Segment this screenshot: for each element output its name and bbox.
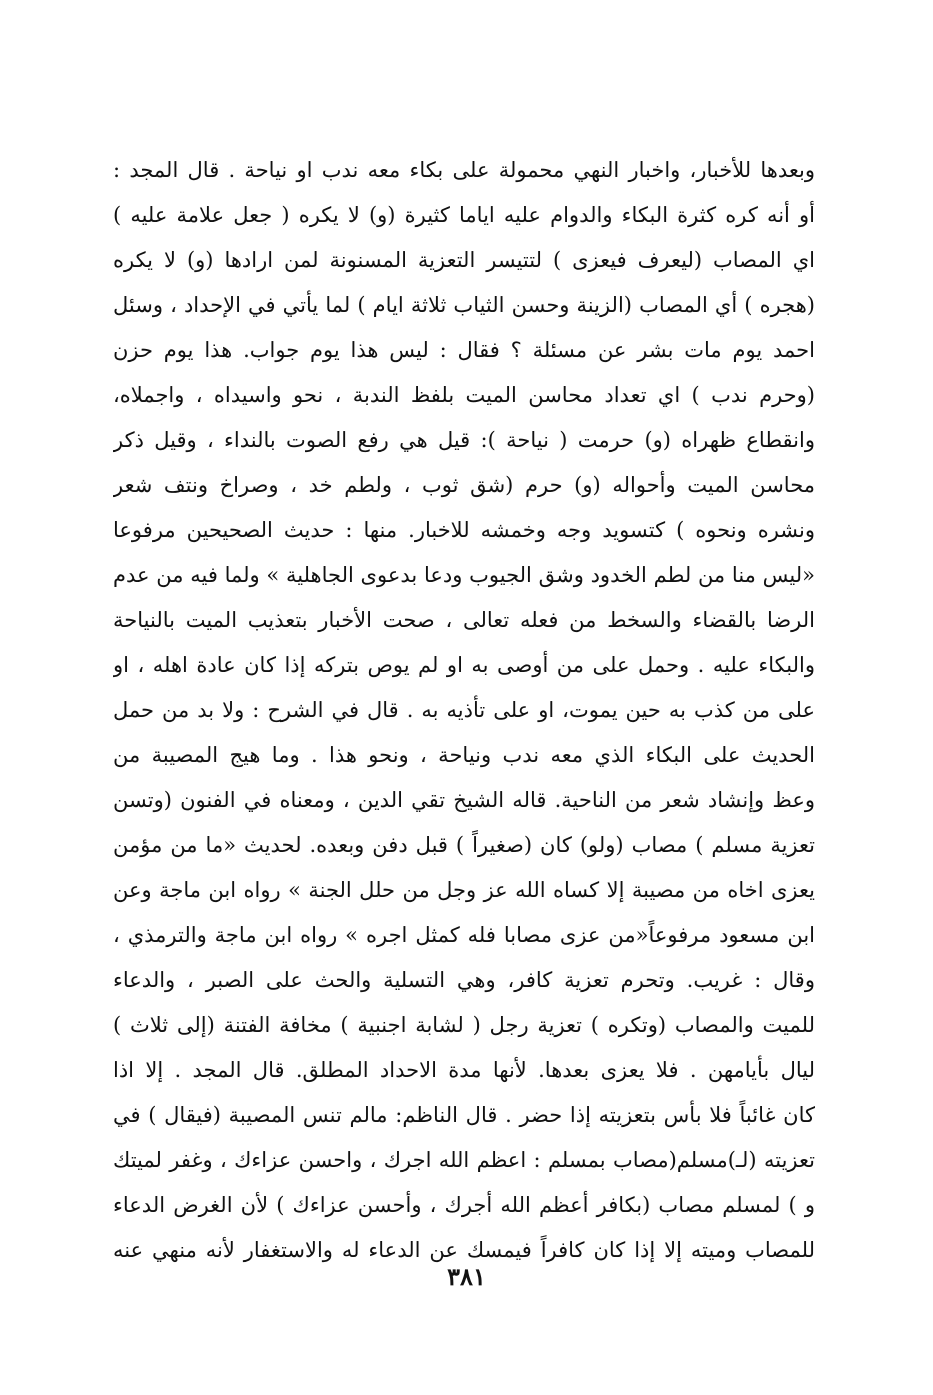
text-line: احمد يوم مات بشر عن مسئلة ؟ فقال : ليس هذا يوم جواب. هذا يوم حزن [113, 338, 815, 362]
text-line: اي المصاب (ليعرف فيعزى ) لتتيسر التعزية المسنونة لمن ارادها (و) لا يكره [113, 248, 815, 272]
text-line: للمصاب وميته إلا إذا كان كافراً فيمسك عن الدعاء له والاستغفار لأنه منهي عنه [113, 1238, 815, 1262]
text-line: محاسن الميت وأحواله (و) حرم (شق ثوب ، ولطم خد ، وصراخ ونتف شعر [113, 473, 815, 497]
text-line: تعزيته (لـ)مسلم(مصاب بمسلم : اعظم الله اجرك ، واحسن عزاءك ، وغفر لميتك [113, 1148, 815, 1172]
text-line: وبعدها للأخبار، واخبار النهي محمولة على بكاء معه ندب او نياحة . قال المجد : [113, 158, 815, 182]
text-line: للميت والمصاب (وتكره ) تعزية رجل ( لشابة اجنبية ) مخافة الفتنة (إلى ثلاث ) [113, 1013, 815, 1037]
text-line: الحديث على البكاء الذي معه ندب ونياحة ، ونحو هذا . وما هيج المصيبة من [113, 743, 815, 767]
body-text [113, 148, 815, 1273]
text-line: أو أنه كره كثرة البكاء والدوام عليه اياما كثيرة (و) لا يكره ( جعل علامة عليه ) [113, 203, 815, 227]
text-line: على من كذب به حين يموت، او على تأذيه به . قال في الشرح : ولا بد من حمل [113, 698, 815, 722]
text-line: كان غائباً فلا بأس بتعزيته إذا حضر . قال الناظم: مالم تنس المصيبة (فيقال ) في [113, 1103, 815, 1127]
text-line: (وحرم ندب ) اي تعداد محاسن الميت بلفظ الندبة ، نحو واسيداه ، واجملاه، [113, 383, 815, 407]
text-line: الرضا بالقضاء والسخط من فعله تعالى ، صحت الأخبار بتعذيب الميت بالنياحة [113, 608, 815, 632]
text-line: وعظ وإنشاد شعر من الناحية. قاله الشيخ تقي الدين ، ومعناه في الفنون (وتسن [113, 788, 815, 812]
text-line: وقال : غريب. وتحرم تعزية كافر، وهي التسلية والحث على الصبر ، والدعاء [113, 968, 815, 992]
text-line: وانقطاع ظهراه (و) حرمت ( نياحة ): قيل هي رفع الصوت بالنداء ، وقيل ذكر [113, 428, 815, 452]
text-line: (هجره ) أي المصاب (الزينة وحسن الثياب ثلاثة ايام ) لما يأتي في الإحداد ، وسئل [113, 293, 815, 317]
text-line: ونشره ونحوه ) كتسويد وجه وخمشه للاخبار. منها : حديث الصحيحين مرفوعا [113, 518, 815, 542]
text-line: تعزية مسلم ) مصاب (ولو) كان (صغيراً ) قبل دفن وبعده. لحديث «ما من مؤمن [113, 833, 815, 857]
text-line: ابن مسعود مرفوعاً«من عزى مصابا فله كمثل اجره » رواه ابن ماجة والترمذي ، [113, 923, 815, 947]
text-line: و ) لمسلم مصاب (بكافر أعظم الله أجرك ، وأحسن عزاءك ) لأن الغرض الدعاء [113, 1193, 815, 1217]
text-line: ليال بأيامهن . فلا يعزى بعدها. لأنها مدة الاحداد المطلق. قال المجد . إلا اذا [113, 1058, 815, 1082]
text-line: «ليس منا من لطم الخدود وشق الجيوب ودعا بدعوى الجاهلية » ولما فيه من عدم [113, 563, 815, 587]
text-line: والبكاء عليه . وحمل على من أوصى به او لم يوص بتركه إذا كان عادة اهله ، او [113, 653, 815, 677]
text-line: يعزى اخاه من مصيبة إلا كساه الله عز وجل من حلل الجنة » رواه ابن ماجة وعن [113, 878, 815, 902]
page-number: ٣٨١ [447, 1262, 486, 1291]
